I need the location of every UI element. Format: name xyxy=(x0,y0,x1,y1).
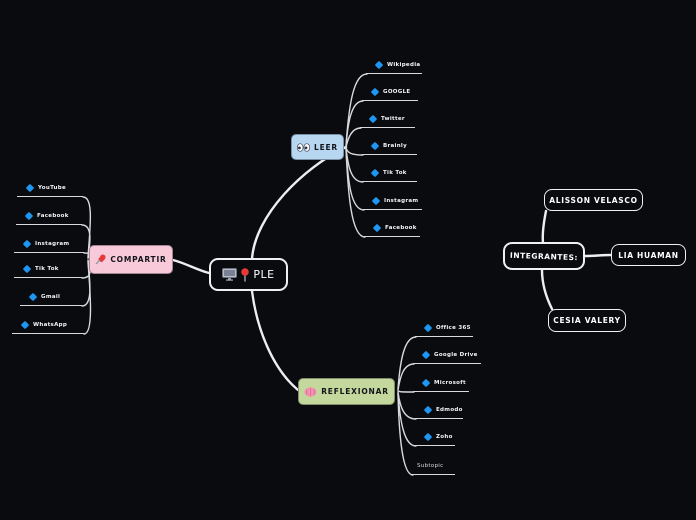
member-label: CESIA VALERY xyxy=(553,316,621,325)
integrantes-label: INTEGRANTES: xyxy=(509,250,579,262)
blue-diamond-icon xyxy=(371,142,379,150)
compartir-item-instagram[interactable] xyxy=(14,236,84,253)
item-label: Edmodo xyxy=(436,407,463,413)
item-label: Zoho xyxy=(436,434,453,440)
reflexionar-item-office365[interactable] xyxy=(415,320,473,337)
compartir-item-youtube[interactable] xyxy=(17,180,83,197)
item-label: Brainly xyxy=(383,143,407,149)
branch-line-integrantes-down xyxy=(542,270,552,309)
blue-diamond-icon xyxy=(422,351,430,359)
item-label: Subtopic xyxy=(417,463,444,469)
item-label: Tik Tok xyxy=(383,170,407,176)
branch-line-ple-compartir xyxy=(173,260,209,273)
compartir-item-tiktok[interactable] xyxy=(14,261,82,278)
reflexionar-item-edmodo[interactable] xyxy=(415,402,463,419)
reflexionar-item-googledrive[interactable] xyxy=(413,347,481,364)
blue-diamond-icon xyxy=(424,324,432,332)
branch-node-compartir[interactable] xyxy=(89,245,173,274)
blue-diamond-icon xyxy=(29,293,37,301)
pushpin-icon xyxy=(95,254,106,265)
item-label: WhatsApp xyxy=(33,322,68,328)
reflexionar-item-subtopic[interactable] xyxy=(411,458,455,475)
item-label: Instagram xyxy=(384,198,419,204)
item-label: Facebook xyxy=(37,213,69,219)
monitor-icon xyxy=(222,268,237,281)
round-pushpin-icon xyxy=(241,268,249,282)
item-label: Wikipedia xyxy=(387,62,421,68)
compartir-item-facebook[interactable] xyxy=(16,208,82,225)
connector-microsoft xyxy=(398,391,414,392)
blue-diamond-icon xyxy=(21,321,29,329)
branch-label-leer: LEER xyxy=(313,142,338,152)
compartir-item-gmail[interactable] xyxy=(20,289,82,306)
blue-diamond-icon xyxy=(424,433,432,441)
leer-item-wikipedia[interactable] xyxy=(366,57,422,74)
member-node-alisson-velasco[interactable] xyxy=(544,189,643,211)
item-label: Facebook xyxy=(385,225,417,231)
blue-diamond-icon xyxy=(26,184,34,192)
blue-diamond-icon xyxy=(369,115,377,123)
branch-node-reflexionar[interactable] xyxy=(298,378,395,405)
reflexionar-item-microsoft[interactable] xyxy=(413,375,469,392)
blue-diamond-icon xyxy=(424,406,432,414)
item-label: Instagram xyxy=(35,241,70,247)
eyes-icon xyxy=(297,143,310,152)
branch-node-leer[interactable] xyxy=(291,134,344,160)
blue-diamond-icon xyxy=(422,379,430,387)
blue-diamond-icon xyxy=(375,61,383,69)
member-label: LIA HUAMAN xyxy=(618,250,679,260)
root-node-ple[interactable] xyxy=(209,258,288,291)
integrantes-node[interactable] xyxy=(503,242,585,270)
item-label: Google Drive xyxy=(434,352,478,358)
item-label: YouTube xyxy=(38,185,67,191)
leer-item-tiktok[interactable] xyxy=(362,165,417,182)
item-label: Twitter xyxy=(381,116,405,122)
blue-diamond-icon xyxy=(23,265,31,273)
item-label: Tik Tok xyxy=(35,266,59,272)
blue-diamond-icon xyxy=(373,224,381,232)
blue-diamond-icon xyxy=(371,88,379,96)
compartir-item-whatsapp[interactable] xyxy=(12,317,84,334)
item-label: Gmail xyxy=(41,294,61,300)
item-label: GOOGLE xyxy=(383,89,411,95)
branch-line-ple-leer xyxy=(252,147,346,259)
leer-item-google[interactable] xyxy=(362,84,418,101)
root-node-label: PLE xyxy=(253,268,275,281)
branch-line-integrantes-right xyxy=(585,255,611,256)
branch-label-reflexionar: REFLEXIONAR xyxy=(321,387,389,396)
reflexionar-item-zoho[interactable] xyxy=(415,429,455,446)
blue-diamond-icon xyxy=(23,240,31,248)
blue-diamond-icon xyxy=(372,197,380,205)
branch-line-ple-reflexionar xyxy=(252,291,298,390)
branch-label-compartir: COMPARTIR xyxy=(110,255,167,264)
member-label: ALISSON VELASCO xyxy=(549,195,638,205)
blue-diamond-icon xyxy=(25,212,33,220)
item-label: Office 365 xyxy=(436,325,471,331)
leer-item-instagram[interactable] xyxy=(363,193,422,210)
leer-item-brainly[interactable] xyxy=(362,138,417,155)
item-label: Microsoft xyxy=(434,380,466,386)
branch-line-integrantes-up xyxy=(543,211,546,243)
connector-brainly xyxy=(346,148,363,155)
blue-diamond-icon xyxy=(371,169,379,177)
member-node-lia-huaman[interactable] xyxy=(611,244,686,266)
leer-item-twitter[interactable] xyxy=(360,111,415,128)
leer-item-facebook[interactable] xyxy=(364,220,420,237)
member-node-cesia-valery[interactable] xyxy=(548,309,626,332)
brain-icon xyxy=(304,387,317,397)
